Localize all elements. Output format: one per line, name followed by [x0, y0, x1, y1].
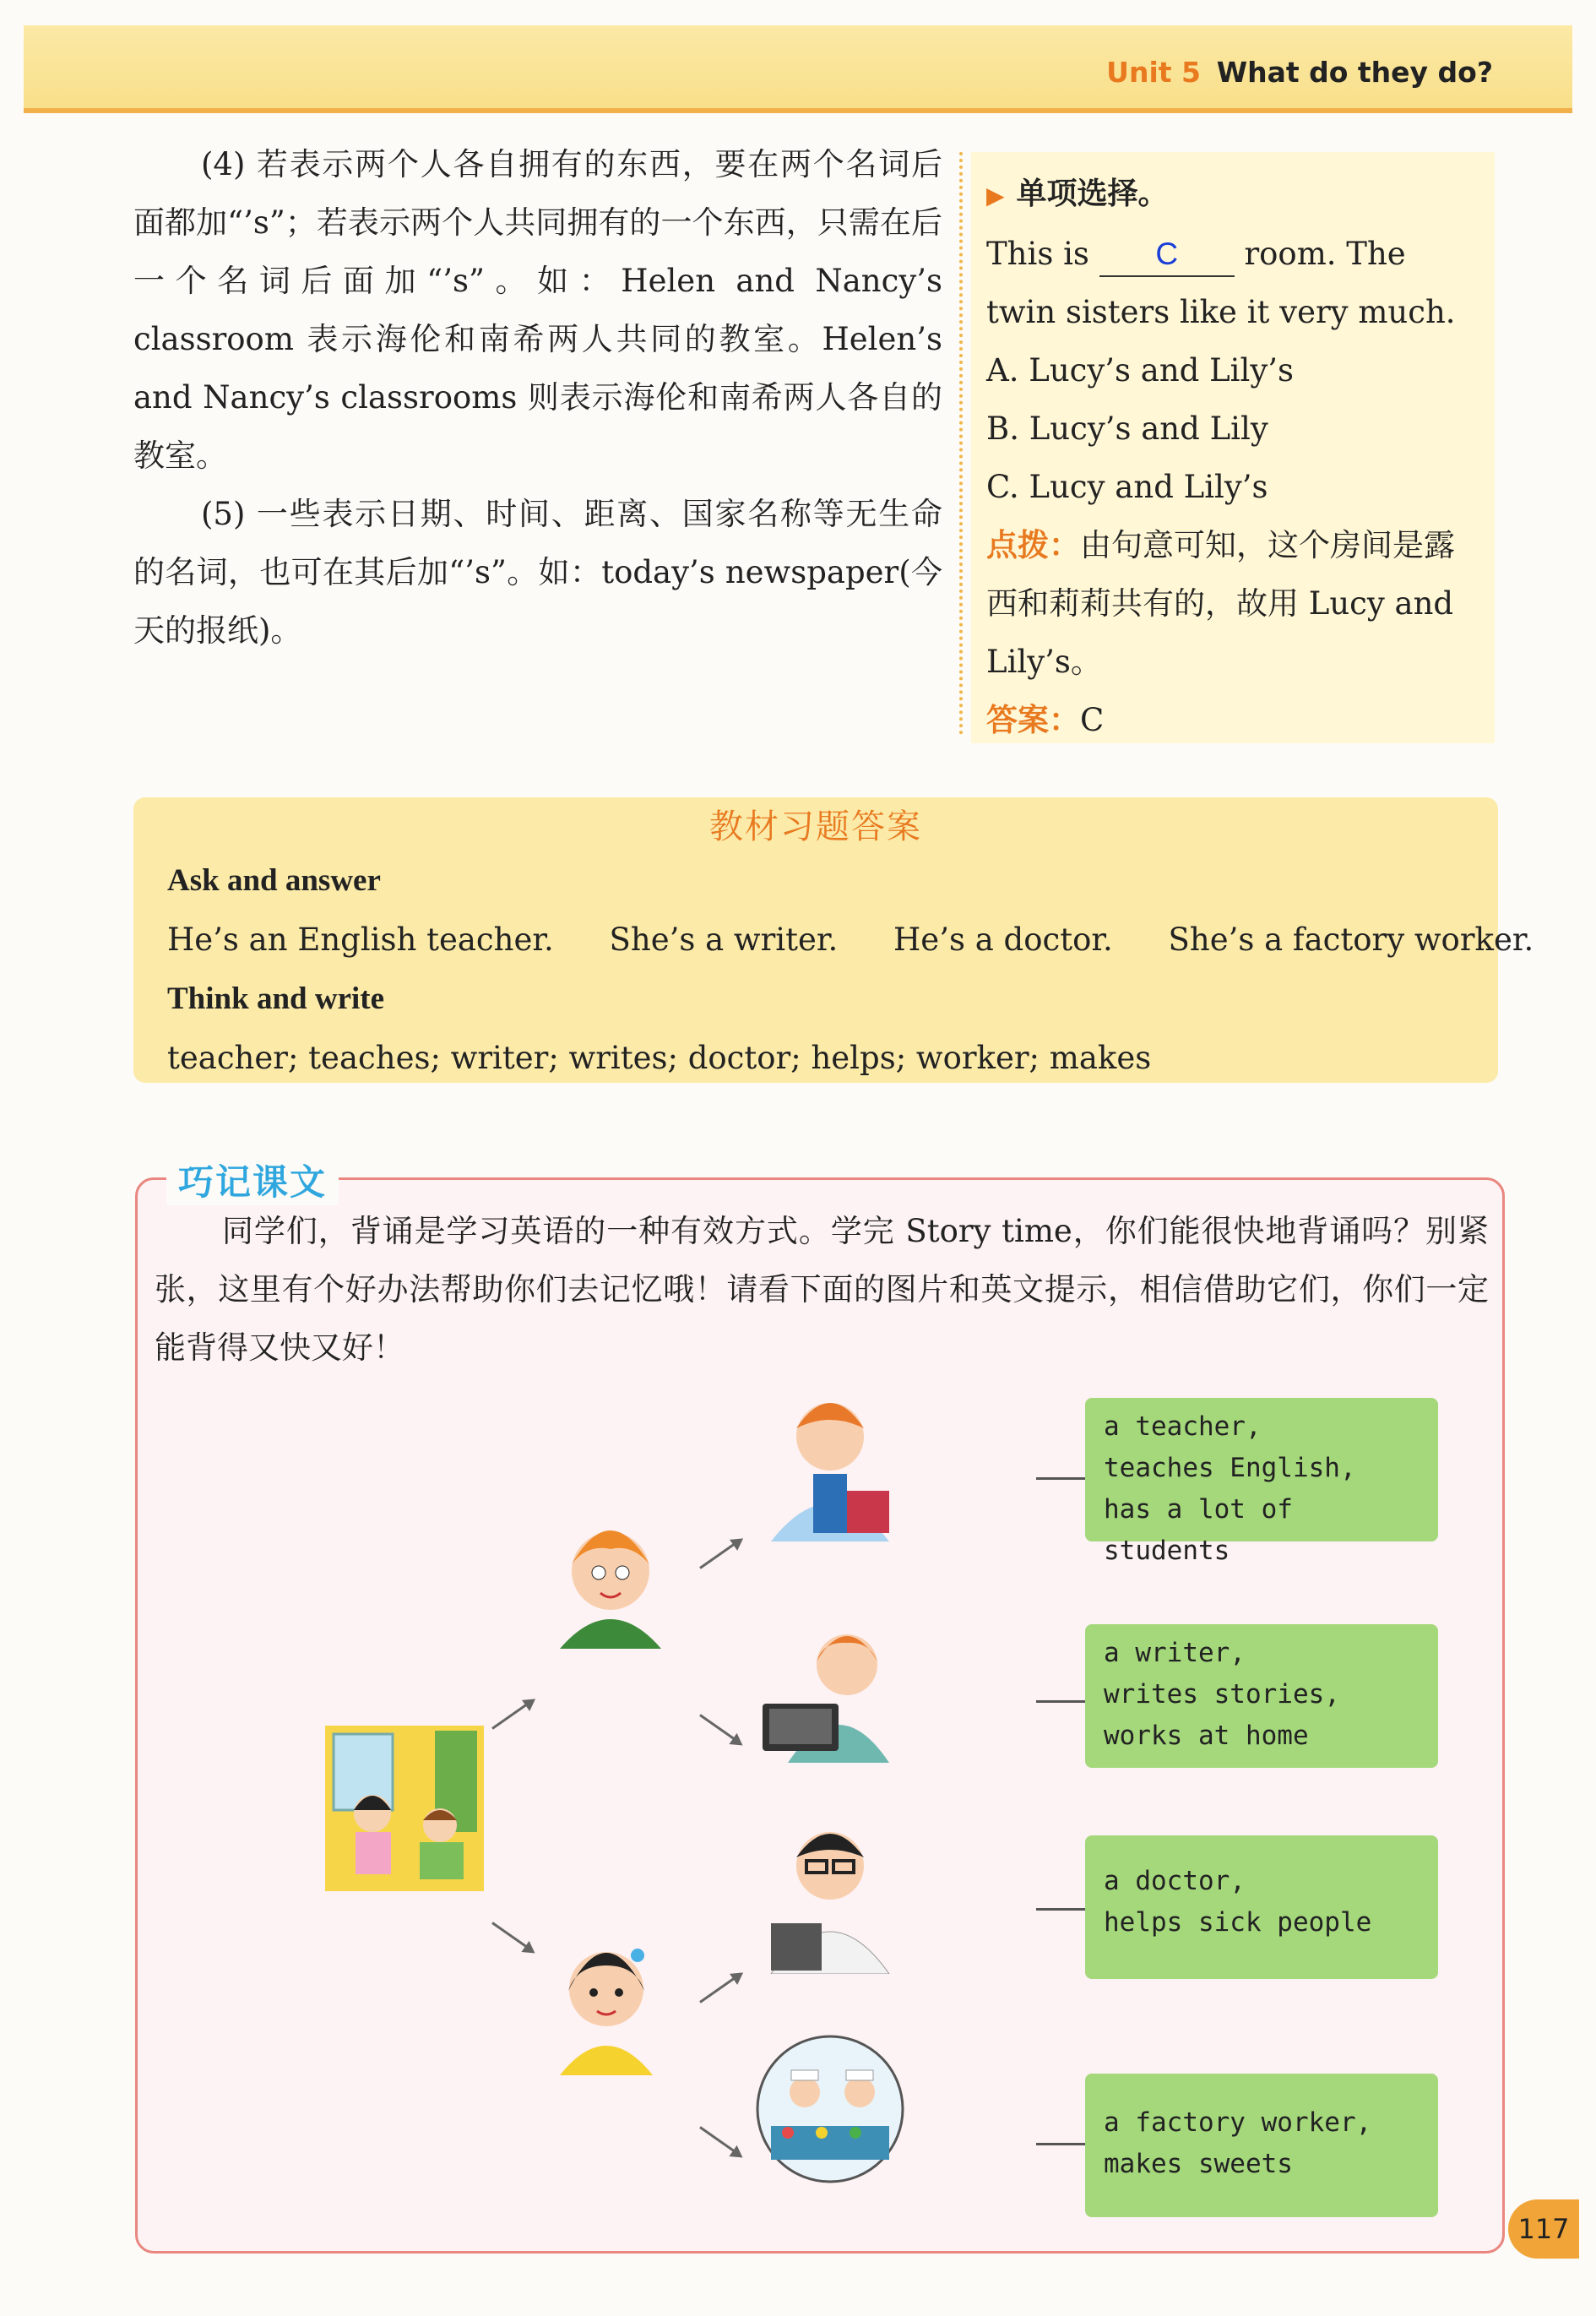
answer-value: C: [1080, 702, 1105, 738]
factory-worker-hint-box: [1085, 2074, 1438, 2217]
question-end: room. The twin sisters like it very much.: [986, 236, 1456, 330]
factory-workers-icon: [754, 2033, 906, 2185]
family-scene-icon: [325, 1726, 484, 1891]
think-write-text: teacher; teaches; writer; writes; doctor; helps; worker; makes: [167, 1040, 1152, 1076]
girl-icon: [543, 1923, 670, 2075]
exercise-box: [971, 152, 1495, 743]
arrow-icon: [491, 1922, 533, 1952]
answer-item: He’s an English teacher.: [167, 922, 554, 958]
answer-item: She’s a writer.: [609, 922, 839, 958]
option-c: C. Lucy and Lily’s: [986, 469, 1268, 505]
hint-line: a factory worker,: [1104, 2107, 1372, 2138]
boy-icon: [543, 1505, 678, 1649]
unit-title: What do they do?: [1216, 56, 1493, 89]
writer-icon: [754, 1602, 906, 1763]
arrow-icon: [699, 2126, 741, 2156]
connector-line: [1036, 1477, 1085, 1480]
story-intro: 同学们，背诵是学习英语的一种有效方式。学完 Story time，你们能很快地背诵吗？别紧张，这里有个好办法帮助你们去记忆哦！请看下面的图片和英文提示，相信借助它们，你们一定能背得又快又好！: [155, 1213, 1489, 1366]
doctor-hint-box: [1085, 1835, 1438, 1979]
unit-label: Unit 5: [1106, 56, 1201, 89]
option-a: A. Lucy’s and Lily’s: [986, 352, 1295, 389]
arrow-icon: [699, 1973, 741, 2003]
triangle-bullet-icon: ▶: [986, 182, 1005, 209]
hint-line: helps sick people: [1104, 1907, 1372, 1938]
think-write-heading: Think and write: [167, 981, 385, 1016]
hint-line: a teacher,: [1104, 1411, 1262, 1442]
hint-line: works at home: [1104, 1721, 1309, 1751]
arrow-icon: [699, 1714, 741, 1744]
teacher-icon: [754, 1381, 906, 1541]
question-start: This is: [986, 236, 1089, 272]
doctor-icon: [754, 1805, 906, 1974]
option-b: B. Lucy’s and Lily: [986, 410, 1268, 447]
page-number: 117: [1508, 2199, 1579, 2259]
column-divider: [959, 152, 963, 735]
note-5: (5) 一些表示日期、时间、距离、国家名称等无生命的名词，也可在其后加“’s”。如：today’s newspaper(今天的报纸)。: [133, 496, 942, 649]
writer-hint-box: [1085, 1624, 1438, 1768]
page-header: [24, 25, 1572, 113]
answer-item: He’s a doctor.: [893, 922, 1113, 958]
arrow-icon: [699, 1539, 741, 1569]
answers-title: 教材习题答案: [709, 807, 922, 846]
answer-item: She’s a factory worker.: [1168, 922, 1534, 958]
grammar-notes: [133, 135, 942, 660]
answer-blank: C: [1099, 233, 1235, 277]
hint-line: teaches English,: [1104, 1453, 1356, 1483]
connector-line: [1036, 1908, 1085, 1911]
hint-line: a writer,: [1104, 1638, 1246, 1668]
answer-label: 答案：: [986, 702, 1080, 738]
teacher-hint-box: [1085, 1398, 1438, 1566]
story-memory-section: [135, 1161, 1505, 2253]
story-title: 巧记课文: [166, 1155, 339, 1205]
hint-line: a doctor,: [1104, 1866, 1246, 1896]
exercise-title: 单项选择。: [1016, 177, 1169, 211]
hint-line: writes stories,: [1104, 1679, 1340, 1710]
hint-line: makes sweets: [1104, 2149, 1293, 2179]
hint-line: has a lot of students: [1104, 1494, 1293, 1566]
connector-line: [1036, 1700, 1085, 1703]
note-4: (4) 若表示两个人各自拥有的东西，要在两个名词后面都加“’s”；若表示两个人共同拥有的一个东西，只需在后一个名词后面加“’s”。如：Helen and Nancy’s classroom 表示海伦和南希两人共同的教室。Helen’s and Nancy’s classrooms 则表示海伦和南希两人各自的教室。: [133, 146, 942, 474]
ask-answer-items: [167, 911, 1534, 970]
connector-line: [1036, 2143, 1085, 2145]
arrow-icon: [491, 1699, 533, 1730]
hint-label: 点拨：: [986, 527, 1080, 563]
textbook-answers-panel: [133, 797, 1534, 1083]
hint-text: 由句意可知，这个房间是露西和莉莉共有的，故用 Lucy and Lily’s。: [986, 527, 1455, 680]
ask-answer-heading: Ask and answer: [167, 863, 381, 898]
